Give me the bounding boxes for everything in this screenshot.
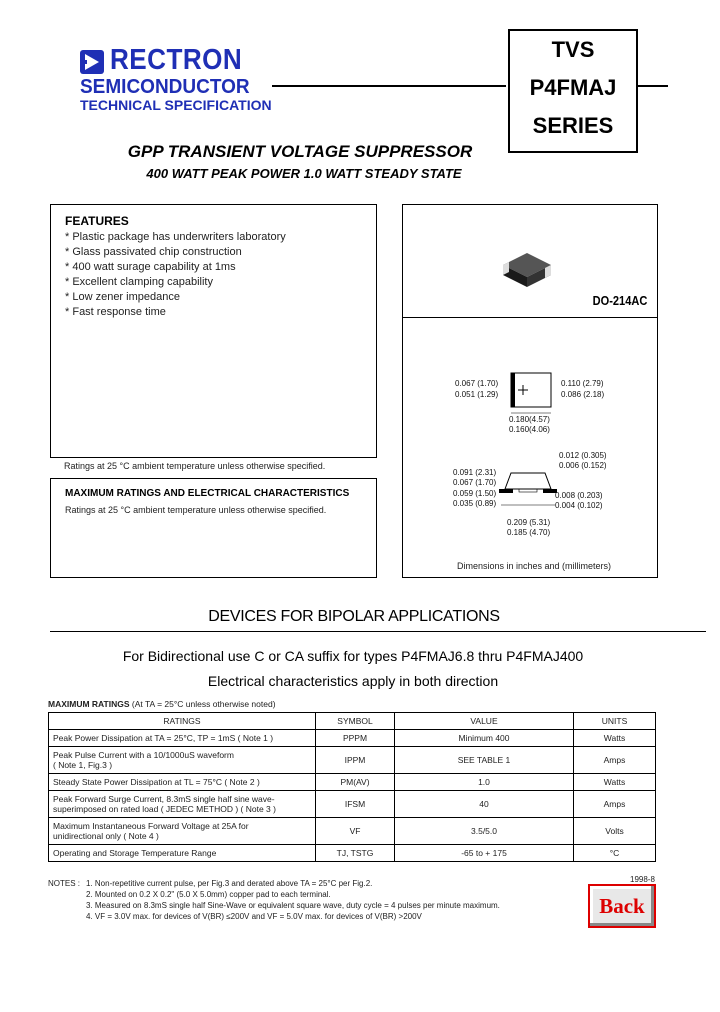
cell-value: -65 to + 175	[395, 845, 574, 862]
bipolar-heading: DEVICES FOR BIPOLAR APPLICATIONS	[208, 608, 500, 625]
header-symbol: SYMBOL	[316, 713, 395, 730]
technical-specification: TECHNICAL SPECIFICATION	[80, 97, 272, 113]
document-code: 1998-8	[630, 875, 655, 884]
max-ratings-box	[50, 478, 377, 578]
header-ratings: RATINGS	[49, 713, 316, 730]
notes-label: NOTES :	[48, 879, 81, 888]
ratings-table	[48, 712, 656, 862]
series-line-3: SERIES	[532, 113, 614, 138]
dim-a2: 0.051 (1.29)	[455, 390, 499, 399]
series-box	[508, 29, 638, 153]
table-row	[49, 845, 656, 862]
dim-d1: 0.012 (0.305)	[559, 451, 607, 460]
note-item: 1. Non-repetitive current pulse, per Fig.3 and derated above TA = 25°C per Fig.2.	[86, 879, 373, 888]
dim-e2: 0.067 (1.70)	[453, 478, 497, 487]
cell-units: Volts	[574, 818, 656, 845]
dim-h1: 0.209 (5.31)	[507, 518, 551, 527]
dim-h2: 0.185 (4.70)	[507, 528, 551, 537]
dim-g2: 0.004 (0.102)	[555, 501, 603, 510]
cell-symbol: IFSM	[316, 791, 395, 818]
brand-name: RECTRON	[110, 44, 243, 76]
header-rule	[272, 85, 506, 87]
dim-g1: 0.008 (0.203)	[555, 491, 603, 500]
cell-units: Watts	[574, 730, 656, 747]
series-line-1: TVS	[551, 37, 595, 62]
note-item: 2. Mounted on 0.2 X 0.2" (5.0 X 5.0mm) copper pad to each terminal.	[86, 890, 331, 899]
table-caption: MAXIMUM RATINGS (At TA = 25°C unless otherwise noted)	[48, 699, 276, 709]
dim-f1: 0.059 (1.50)	[453, 489, 497, 498]
bipolar-line-1: For Bidirectional use C or CA suffix for types P4FMAJ6.8 thru P4FMAJ400	[122, 648, 584, 664]
table-row	[49, 791, 656, 818]
dimensions-footer: Dimensions in inches and (millimeters)	[457, 561, 612, 571]
table-header-row	[49, 713, 656, 730]
bipolar-line-2: Electrical characteristics apply in both direction	[207, 673, 499, 689]
dim-b1: 0.110 (2.79)	[561, 379, 604, 388]
cell-symbol: TJ, TSTG	[316, 845, 395, 862]
features-heading: FEATURES	[65, 214, 129, 228]
note-item: 3. Measured on 8.3mS single half Sine-Wave or equivalent square wave, duty cycle = 4 pulses per minute maximum.	[86, 901, 500, 910]
product-subtitle: 400 WATT PEAK POWER 1.0 WATT STEADY STATE	[146, 166, 462, 181]
package-divider	[403, 317, 657, 318]
cell-value: SEE TABLE 1	[395, 747, 574, 774]
cell-units: Watts	[574, 774, 656, 791]
cell-value: 1.0	[395, 774, 574, 791]
package-top-view-drawing	[501, 369, 561, 419]
cell-symbol: PPPM	[316, 730, 395, 747]
rectron-logo-icon	[80, 50, 104, 74]
feature-item: * Fast response time	[65, 306, 166, 318]
dim-e1: 0.091 (2.31)	[453, 468, 497, 477]
product-title: GPP TRANSIENT VOLTAGE SUPPRESSOR	[127, 142, 473, 161]
series-line-2: P4FMAJ	[529, 75, 617, 100]
package-box	[402, 204, 658, 578]
package-name: DO-214AC	[592, 293, 647, 308]
notes-list	[86, 878, 586, 922]
features-box	[50, 204, 377, 458]
cell-units: °C	[574, 845, 656, 862]
cell-rating: Peak Pulse Current with a 10/1000uS waveform ( Note 1, Fig.3 )	[49, 747, 316, 774]
table-row	[49, 730, 656, 747]
feature-item: * Excellent clamping capability	[65, 276, 213, 288]
cell-rating: Peak Forward Surge Current, 8.3mS single half sine wave- superimposed on rated load ( JEDEC METHOD ) ( Note 3 )	[49, 791, 316, 818]
cell-symbol: IPPM	[316, 747, 395, 774]
cell-units: Amps	[574, 791, 656, 818]
header-units: UNITS	[574, 713, 656, 730]
package-side-view-drawing	[497, 467, 559, 511]
bipolar-rule	[50, 631, 706, 632]
brand-semiconductor: SEMICONDUCTOR	[80, 76, 250, 98]
note-item: 4. VF = 3.0V max. for devices of V(BR) ≤200V and VF = 5.0V max. for devices of V(BR) >200V	[86, 912, 422, 921]
cell-rating: Operating and Storage Temperature Range	[49, 845, 316, 862]
cell-rating: Maximum Instantaneous Forward Voltage at 25A for unidirectional only ( Note 4 )	[49, 818, 316, 845]
package-photo-icon	[497, 243, 557, 293]
ratings-note: Ratings at 25 °C ambient temperature unless otherwise specified.	[64, 461, 326, 471]
dim-a1: 0.067 (1.70)	[455, 379, 499, 388]
header-value: VALUE	[395, 713, 574, 730]
dim-c1: 0.180(4.57)	[509, 415, 550, 424]
cell-symbol: PM(AV)	[316, 774, 395, 791]
features-list	[65, 230, 286, 320]
dim-c2: 0.160(4.06)	[509, 425, 550, 434]
dim-b2: 0.086 (2.18)	[561, 390, 605, 399]
feature-item: * Plastic package has underwriters laboratory	[65, 231, 286, 243]
cell-value: 3.5/5.0	[395, 818, 574, 845]
dim-d2: 0.006 (0.152)	[559, 461, 607, 470]
cell-units: Amps	[574, 747, 656, 774]
table-row	[49, 818, 656, 845]
max-ratings-heading: MAXIMUM RATINGS AND ELECTRICAL CHARACTERISTICS	[65, 488, 350, 499]
cell-value: 40	[395, 791, 574, 818]
cell-rating: Peak Power Dissipation at TA = 25°C, TP = 1mS ( Note 1 )	[49, 730, 316, 747]
back-button[interactable]: Back	[588, 884, 656, 928]
feature-item: * Glass passivated chip construction	[65, 246, 242, 258]
header-rule-right	[636, 85, 668, 87]
cell-rating: Steady State Power Dissipation at TL = 75°C ( Note 2 )	[49, 774, 316, 791]
cell-symbol: VF	[316, 818, 395, 845]
table-row	[49, 774, 656, 791]
table-row	[49, 747, 656, 774]
max-ratings-note: Ratings at 25 °C ambient temperature unless otherwise specified.	[65, 505, 327, 515]
dim-f2: 0.035 (0.89)	[453, 499, 497, 508]
cell-value: Minimum 400	[395, 730, 574, 747]
feature-item: * 400 watt surage capability at 1ms	[65, 261, 236, 273]
feature-item: * Low zener impedance	[65, 291, 180, 303]
